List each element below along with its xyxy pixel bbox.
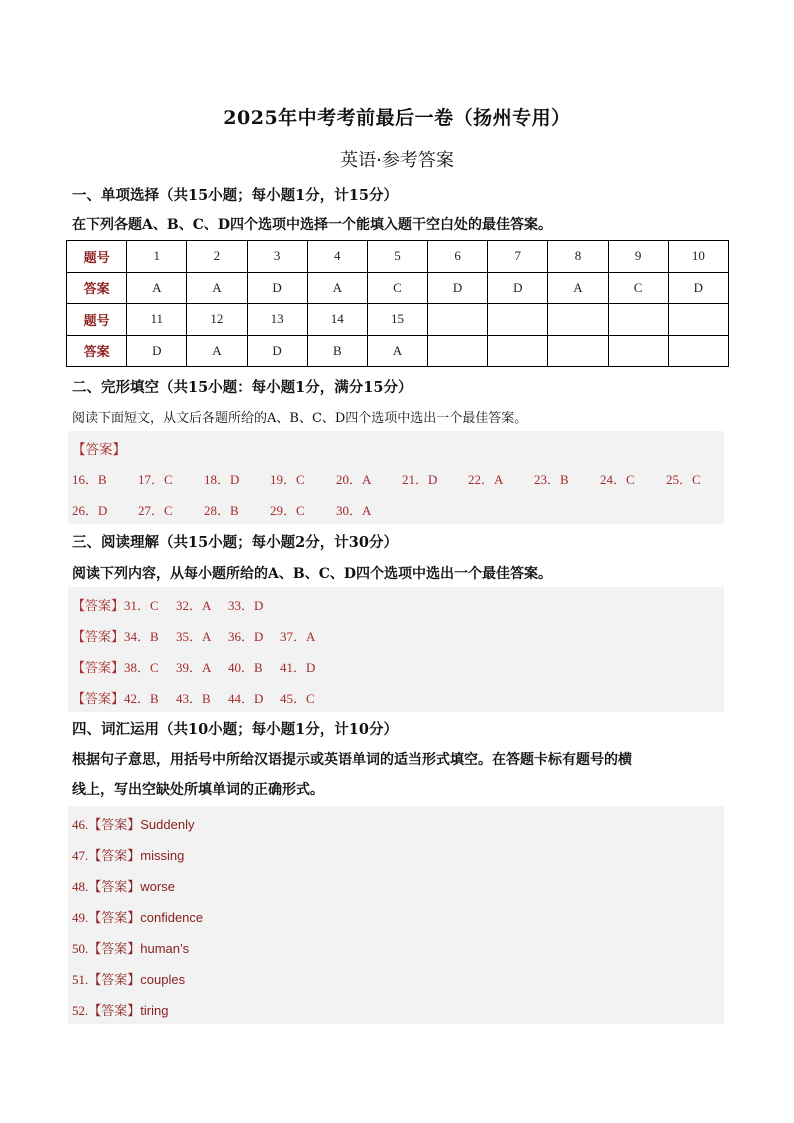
answer-cell: A xyxy=(127,272,187,304)
reading-answer-row xyxy=(72,595,280,614)
question-number-cell xyxy=(548,304,608,336)
vocab-answer-word: human’s xyxy=(140,941,190,956)
vocab-answer-row xyxy=(72,845,184,864)
reading-answer: 41．D xyxy=(280,660,316,675)
answer-cell: C xyxy=(367,272,427,304)
reading-answer-row xyxy=(72,688,332,707)
section-2-answer-label: 【答案】 xyxy=(72,442,126,458)
answer-cell xyxy=(608,335,668,367)
answer-cell: B xyxy=(307,335,367,367)
cloze-answer: 25．C xyxy=(666,472,701,487)
reading-answer: 40．B xyxy=(228,660,263,675)
cloze-answer: 30．A xyxy=(336,503,372,518)
table-row-question-numbers xyxy=(67,304,729,336)
vocab-question-number: 51. xyxy=(72,972,89,987)
vocab-answer-word: couples xyxy=(140,972,186,987)
question-number-cell: 1 xyxy=(127,241,187,273)
cloze-answer: 22．A xyxy=(468,472,504,487)
answer-cell: D xyxy=(247,272,307,304)
reading-answer: 39．A xyxy=(176,660,212,675)
vocab-answer-row xyxy=(72,969,185,988)
reading-answer: 32．A xyxy=(176,598,212,613)
section-4-heading: 四、词汇运用（共10小题；每小题1分，计10分） xyxy=(72,721,398,738)
answer-cell: D xyxy=(247,335,307,367)
cloze-answer: 27．C xyxy=(138,503,173,518)
answer-cell: D xyxy=(488,272,548,304)
vocab-answer-word: tiring xyxy=(140,1003,169,1018)
question-number-cell: 3 xyxy=(247,241,307,273)
cloze-answer: 16．B xyxy=(72,472,107,487)
row-label-num: 题号 xyxy=(67,241,127,273)
reading-answer: 35．A xyxy=(176,629,212,644)
answer-label: 【答案】 xyxy=(88,818,141,833)
section-3-instruction: 阅读下列内容，从每小题所给的A、B、C、D四个选项中选出一个最佳答案。 xyxy=(72,566,552,582)
answer-cell xyxy=(668,335,728,367)
answer-table xyxy=(66,240,729,367)
vocab-answer-row xyxy=(72,907,203,926)
cloze-answer-row xyxy=(72,469,732,488)
reading-answer-row xyxy=(72,657,332,676)
answer-label: 【答案】 xyxy=(72,599,125,614)
vocab-question-number: 49. xyxy=(72,910,89,925)
vocab-answer-word: worse xyxy=(140,879,175,894)
question-number-cell: 15 xyxy=(367,304,427,336)
question-number-cell: 11 xyxy=(127,304,187,336)
section-1-heading: 一、单项选择（共15小题；每小题1分，计15分） xyxy=(72,187,398,204)
question-number-cell: 4 xyxy=(307,241,367,273)
reading-answer: 34．B xyxy=(124,629,159,644)
reading-answer: 44．D xyxy=(228,691,264,706)
answer-label: 【答案】 xyxy=(88,973,141,988)
vocab-answer-word: missing xyxy=(140,848,185,863)
cloze-answer: 28．B xyxy=(204,503,239,518)
reading-answer-row xyxy=(72,626,332,645)
answer-label: 【答案】 xyxy=(72,630,125,645)
answer-cell: D xyxy=(428,272,488,304)
vocab-question-number: 46. xyxy=(72,817,89,832)
cloze-answer: 19．C xyxy=(270,472,305,487)
vocab-answer-row xyxy=(72,876,175,895)
answer-cell: A xyxy=(187,335,247,367)
cloze-answer: 26．D xyxy=(72,503,108,518)
section-4-instruction-line-1: 根据句子意思，用括号中所给汉语提示或英语单词的适当形式填空。在答题卡标有题号的横 xyxy=(72,752,632,768)
question-number-cell: 8 xyxy=(548,241,608,273)
page-subtitle: 英语·参考答案 xyxy=(340,150,454,171)
answer-cell: A xyxy=(187,272,247,304)
row-label-num: 题号 xyxy=(67,304,127,336)
question-number-cell: 12 xyxy=(187,304,247,336)
question-number-cell: 2 xyxy=(187,241,247,273)
reading-answer: 42．B xyxy=(124,691,159,706)
question-number-cell: 13 xyxy=(247,304,307,336)
question-number-cell: 7 xyxy=(488,241,548,273)
table-row-answers xyxy=(67,272,729,304)
answer-label: 【答案】 xyxy=(72,661,125,676)
question-number-cell xyxy=(488,304,548,336)
reading-answer: 33．D xyxy=(228,598,264,613)
reading-answer: 43．B xyxy=(176,691,211,706)
answer-cell xyxy=(488,335,548,367)
reading-answer: 38．C xyxy=(124,660,159,675)
cloze-answer: 29．C xyxy=(270,503,305,518)
question-number-cell xyxy=(668,304,728,336)
section-4-instruction-line-2: 线上，写出空缺处所填单词的正确形式。 xyxy=(72,782,324,798)
question-number-cell: 5 xyxy=(367,241,427,273)
cloze-answer: 18．D xyxy=(204,472,240,487)
answer-label: 【答案】 xyxy=(88,942,141,957)
vocab-question-number: 52. xyxy=(72,1003,89,1018)
cloze-answer: 24．C xyxy=(600,472,635,487)
vocab-answer-row xyxy=(72,938,189,957)
page-title: 2025年中考考前最后一卷（扬州专用） xyxy=(223,107,571,129)
question-number-cell xyxy=(608,304,668,336)
answer-cell: A xyxy=(307,272,367,304)
question-number-cell: 6 xyxy=(428,241,488,273)
section-2-heading: 二、完形填空（共15小题：每小题1分，满分15分） xyxy=(72,379,413,396)
cloze-answer: 21．D xyxy=(402,472,438,487)
answer-cell: D xyxy=(668,272,728,304)
row-label-ans: 答案 xyxy=(67,335,127,367)
cloze-answer: 20．A xyxy=(336,472,372,487)
answer-cell: A xyxy=(548,272,608,304)
answer-label: 【答案】 xyxy=(88,1004,141,1019)
vocab-question-number: 48. xyxy=(72,879,89,894)
vocab-answer-row xyxy=(72,1000,168,1019)
vocab-question-number: 47. xyxy=(72,848,89,863)
answer-cell: D xyxy=(127,335,187,367)
vocab-answer-word: Suddenly xyxy=(140,817,195,832)
cloze-answer: 23．B xyxy=(534,472,569,487)
table-row-answers xyxy=(67,335,729,367)
answer-cell xyxy=(428,335,488,367)
answer-cell: C xyxy=(608,272,668,304)
question-number-cell: 14 xyxy=(307,304,367,336)
answer-cell: A xyxy=(367,335,427,367)
section-2-instruction: 阅读下面短文，从文后各题所给的A、B、C、D四个选项中选出一个最佳答案。 xyxy=(72,411,528,426)
row-label-ans: 答案 xyxy=(67,272,127,304)
answer-label: 【答案】 xyxy=(88,911,141,926)
answer-cell xyxy=(548,335,608,367)
answer-label: 【答案】 xyxy=(88,880,141,895)
reading-answer: 31．C xyxy=(124,598,159,613)
cloze-answer: 17．C xyxy=(138,472,173,487)
question-number-cell xyxy=(428,304,488,336)
section-1-instruction: 在下列各题A、B、C、D四个选项中选择一个能填入题干空白处的最佳答案。 xyxy=(72,217,552,233)
cloze-answer-row xyxy=(72,500,402,519)
question-number-cell: 9 xyxy=(608,241,668,273)
vocab-question-number: 50. xyxy=(72,941,89,956)
vocab-answer-word: confidence xyxy=(140,910,204,925)
vocab-answer-row xyxy=(72,814,194,833)
reading-answer: 45．C xyxy=(280,691,315,706)
reading-answer: 36．D xyxy=(228,629,264,644)
answer-label: 【答案】 xyxy=(72,692,125,707)
answer-label: 【答案】 xyxy=(88,849,141,864)
table-row-question-numbers xyxy=(67,241,729,273)
section-3-heading: 三、阅读理解（共15小题；每小题2分，计30分） xyxy=(72,534,398,551)
question-number-cell: 10 xyxy=(668,241,728,273)
reading-answer: 37．A xyxy=(280,629,316,644)
